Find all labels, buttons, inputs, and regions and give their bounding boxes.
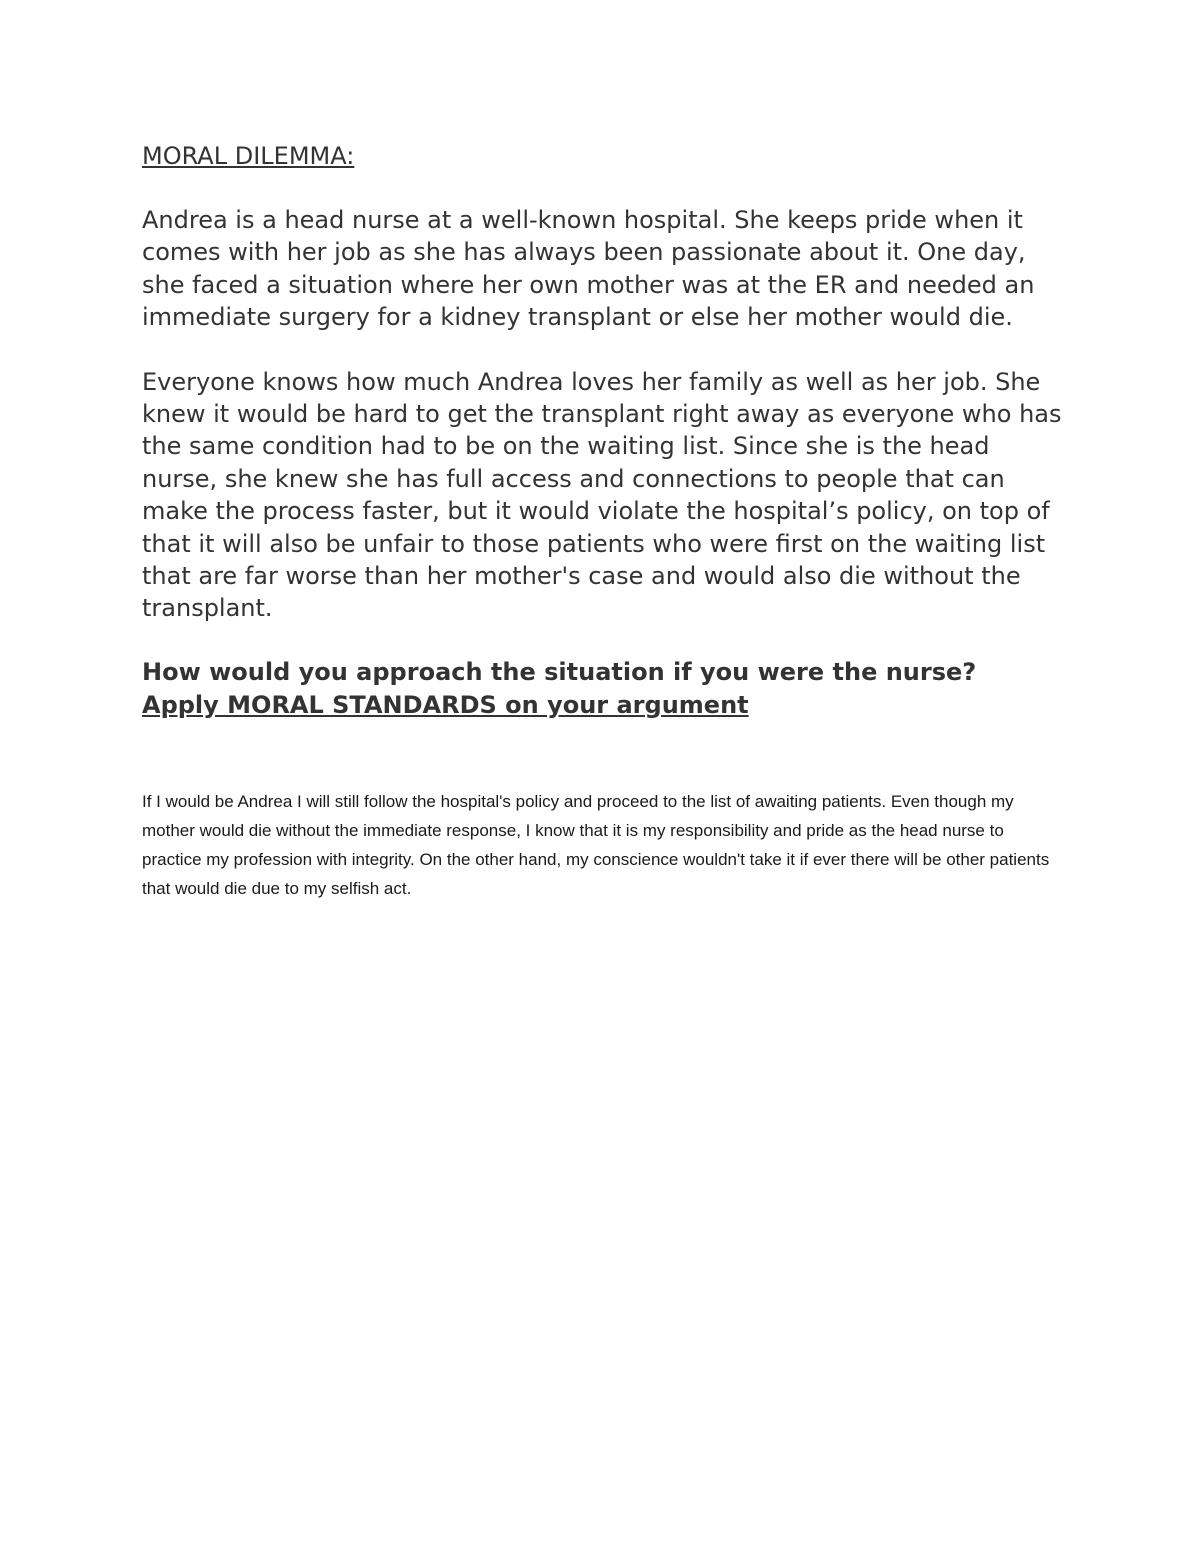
dilemma-paragraph-2: Everyone knows how much Andrea loves her family as well as her job. She knew it would be hard to get the transplant right away as everyone who has the same condition had to be on the waiting list. Since she is the head nurse, she knew she has full access and connections to people that can make the process faster, but it would violate the hospital’s policy, on top of that it will also be unfair to those patients who were first on the waiting list that are far worse than her mother's case and would also die without the transplant. — [142, 367, 1062, 623]
dilemma-paragraph-1: Andrea is a head nurse at a well-known hospital. She keeps pride when it comes with her job as she has always been passionate about it. One day, she faced a situation where her own mother was at the ER and needed an immediate surgery for a kidney transplant or else her mother would die. — [142, 206, 1035, 332]
document-body — [142, 140, 1072, 903]
document-heading: MORAL DILEMMA: — [142, 142, 355, 170]
answer-paragraph: If I would be Andrea I will still follow the hospital's policy and proceed to the list of awaiting patients. Even though my mother would die without the immediate response, I know that it is my responsibility and pride as the head nurse to practice my profession with integrity. On the other hand, my conscience wouldn't take it if ever there will be other patients that would die due to my selfish act. — [142, 791, 1050, 898]
question-text: How would you approach the situation if you were the nurse? — [142, 657, 977, 686]
question-block — [142, 656, 1072, 722]
instruction-text: Apply MORAL STANDARDS on your argument — [142, 690, 749, 719]
